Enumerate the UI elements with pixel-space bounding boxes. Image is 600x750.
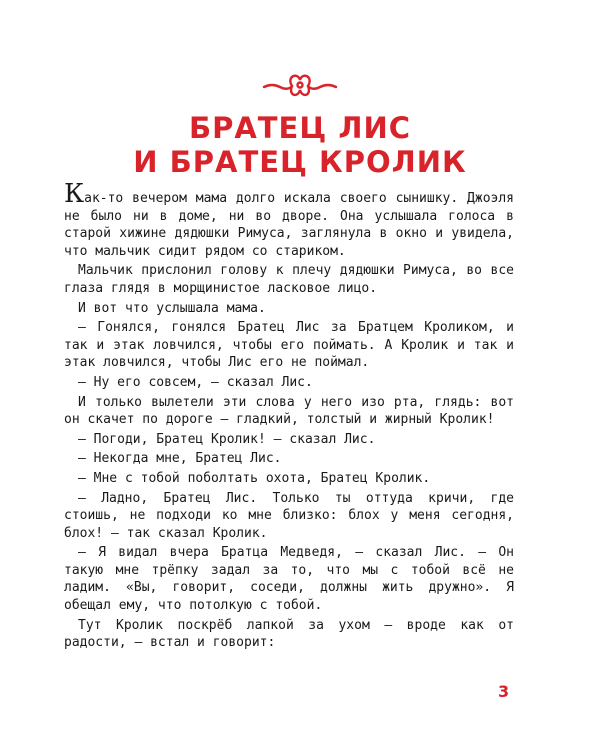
story-title-line-2: И БРАТЕЦ КРОЛИК	[133, 145, 467, 179]
paragraph: — Ну его совсем, — сказал Лис.	[78, 374, 313, 390]
paragraph-text: ак-то вечером мама долго искала своего сынишку. Джоэля не было ни в доме, ни во дворе. Она услышала голоса в старой хижине дядюшки Римуса, заглянула в окно и увидела, что мальчик сидит рядом со стариком.	[64, 191, 514, 259]
flourish-ornament-icon	[262, 70, 338, 100]
paragraph	[64, 179, 514, 260]
paragraph: — Ладно, Братец Лис. Только ты оттуда кричи, где стоишь, не подходи ко мне близко: блох у меня сегодня, блох! — так сказал Кролик.	[64, 490, 514, 541]
drop-cap: К	[64, 179, 85, 209]
paragraph: — Мне с тобой поболтать охота, Братец Кролик.	[78, 470, 431, 486]
paragraph: — Я видал вчера Братца Медведя, — сказал Лис. — Он такую мне трёпку задал за то, что мы с тобой всё не ладим. «Вы, говорит, соседи, должны жить дружно». Я обещал ему, что потолкую с тобой.	[64, 545, 514, 614]
paragraph: Тут Кролик поскрёб лапкой за ухом — вроде как от радости, — встал и говорит:	[64, 617, 514, 651]
page-number: 3	[498, 682, 510, 701]
paragraph: — Некогда мне, Братец Лис.	[78, 451, 282, 467]
paragraph: — Погоди, Братец Кролик! — сказал Лис.	[78, 431, 376, 447]
story-title-line-1: БРАТЕЦ ЛИС	[188, 111, 412, 145]
paragraph: И вот что услышала мама.	[78, 300, 266, 316]
paragraph: Мальчик прислонил голову к плечу дядюшки Римуса, во все глаза глядя в морщинистое ласковое лицо.	[64, 263, 514, 296]
paragraph: И только вылетели эти слова у него изо рта, глядь: вот он скачет по дороге — гладкий, толстый и жирный Кролик!	[64, 394, 514, 428]
story-body	[64, 179, 514, 654]
paragraph: — Гонялся, гонялся Братец Лис за Братцем Кроликом, и так и этак ловчился, чтобы его поймать. А Кролик и так и этак ловчился, чтобы Лис его не поймал.	[64, 320, 514, 371]
